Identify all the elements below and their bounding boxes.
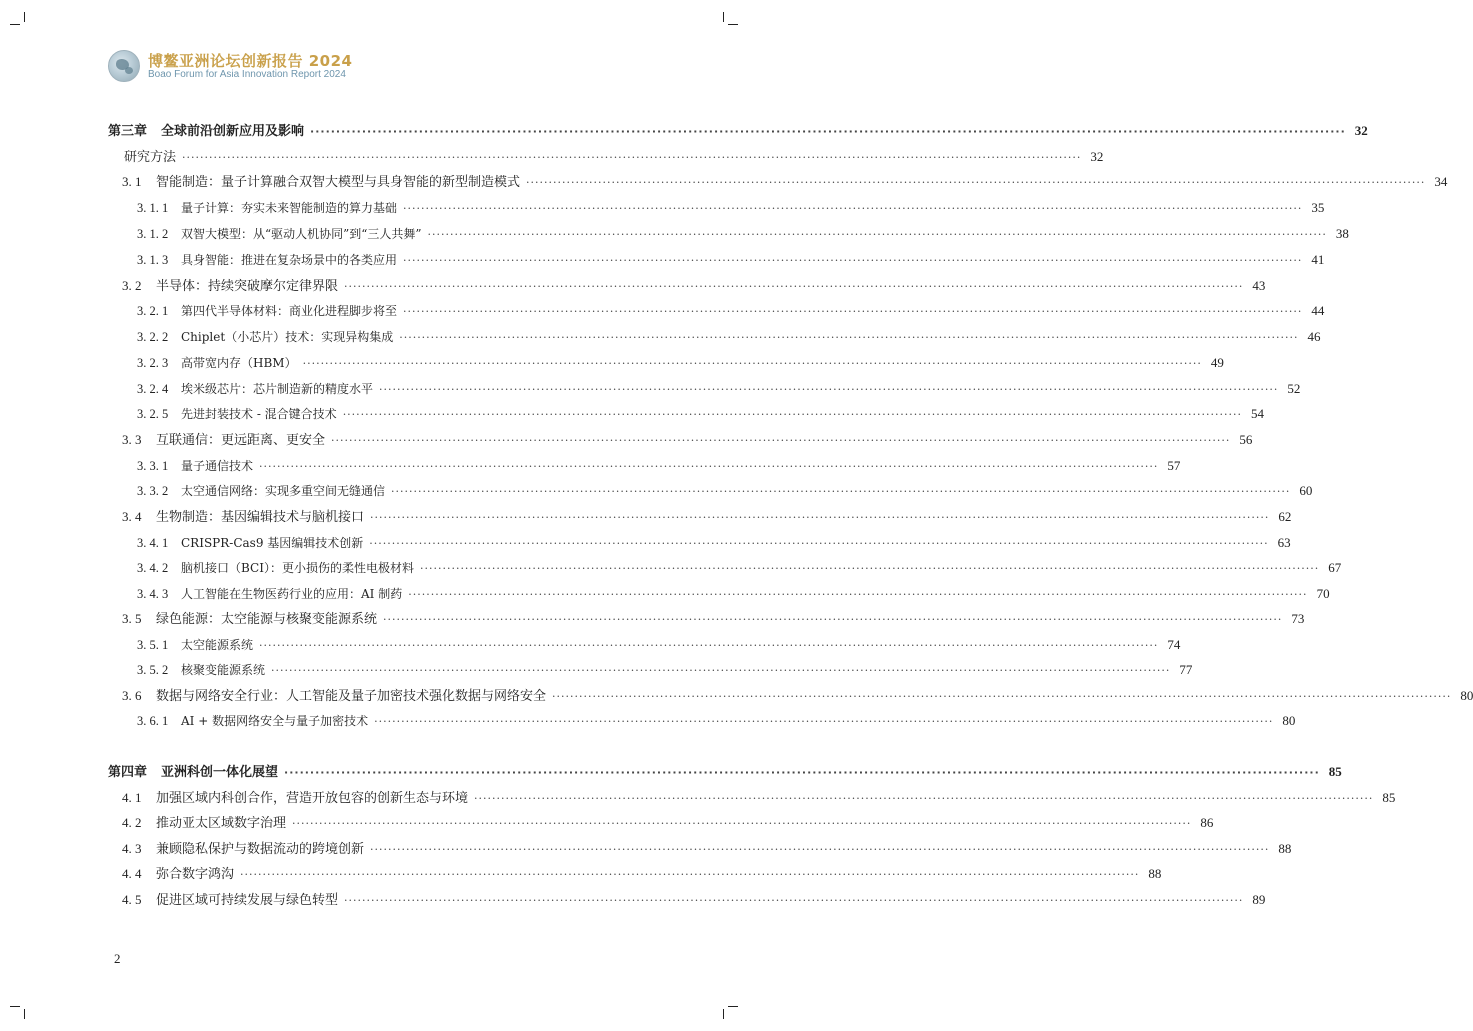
toc-leader-dots: ········································································································································································································ bbox=[369, 537, 1269, 550]
toc-entry-number: 3. 1. 2 bbox=[137, 227, 169, 241]
toc-entry[interactable] bbox=[137, 353, 1224, 373]
toc-entry-number: 3. 3. 2 bbox=[137, 484, 169, 498]
toc-entry-number: 3. 6 bbox=[122, 688, 142, 703]
toc-entry-title: 第四代半导体材料：商业化进程脚步将至 bbox=[181, 304, 398, 318]
toc-entry[interactable] bbox=[137, 224, 1349, 244]
toc-entry[interactable] bbox=[137, 533, 1291, 553]
toc-entry-number: 3. 5. 1 bbox=[137, 638, 169, 652]
toc-leader-dots: ········································································································································································································ bbox=[474, 792, 1374, 805]
toc-entry-page: 41 bbox=[1311, 252, 1325, 267]
toc-entry-page: 89 bbox=[1252, 892, 1266, 907]
crop-mark bbox=[723, 1009, 724, 1019]
toc-entry-number: 3. 4. 2 bbox=[137, 561, 169, 575]
toc-entry[interactable] bbox=[137, 584, 1330, 604]
toc-entry-page: 63 bbox=[1277, 535, 1291, 550]
toc-leader-dots: ········································································································································································································ bbox=[419, 562, 1320, 575]
toc-entry-title: 加强区域内科创合作，营造开放包容的创新生态与环境 bbox=[156, 791, 469, 806]
toc-entry-number: 3. 4. 1 bbox=[137, 536, 169, 550]
toc-entry-number: 3. 6. 1 bbox=[137, 714, 169, 728]
toc-entry-title: 半导体：持续突破摩尔定律界限 bbox=[156, 279, 339, 294]
toc-entry-title: 先进封装技术 - 混合键合技术 bbox=[181, 407, 337, 421]
toc-leader-dots: ········································································································································································································ bbox=[310, 125, 1346, 138]
toc-entry-title: 推动亚太区域数字治理 bbox=[156, 816, 287, 831]
toc-entry-page: 60 bbox=[1299, 483, 1313, 498]
toc-entry-page: 80 bbox=[1460, 688, 1473, 703]
toc-leader-dots: ········································································································································································································ bbox=[344, 280, 1244, 293]
toc-entry[interactable] bbox=[122, 172, 1448, 192]
toc-entry-page: 86 bbox=[1200, 815, 1214, 830]
toc-entry[interactable] bbox=[122, 813, 1214, 833]
toc-leader-dots: ········································································································································································································ bbox=[383, 613, 1283, 626]
toc-entry-number: 4. 2 bbox=[122, 815, 142, 830]
toc-entry[interactable] bbox=[122, 609, 1305, 629]
crop-mark bbox=[728, 24, 738, 25]
toc-entry[interactable] bbox=[124, 147, 1104, 167]
toc-entry-title: Chiplet（小芯片）技术：实现异构集成 bbox=[181, 330, 394, 344]
toc-entry-number: 3. 1 bbox=[122, 174, 142, 189]
toc-entry[interactable] bbox=[137, 250, 1325, 270]
toc-entry-page: 74 bbox=[1167, 637, 1181, 652]
toc-leader-dots: ········································································································································································································ bbox=[379, 383, 1279, 396]
toc-entry-title: 核聚变能源系统 bbox=[181, 663, 266, 677]
toc-entry[interactable] bbox=[137, 301, 1325, 321]
crop-mark bbox=[723, 12, 724, 22]
toc-entry-title: CRISPR-Cas9 基因编辑技术创新 bbox=[181, 536, 364, 550]
toc-entry-title: 弥合数字鸿沟 bbox=[156, 867, 235, 882]
toc-entry[interactable] bbox=[137, 660, 1193, 680]
toc-entry-title: 量子计算：夯实未来智能制造的算力基础 bbox=[181, 201, 398, 215]
toc-entry-title: 太空能源系统 bbox=[181, 638, 254, 652]
toc-entry[interactable] bbox=[137, 635, 1181, 655]
crop-mark bbox=[10, 24, 20, 25]
toc-entry-page: 62 bbox=[1278, 509, 1292, 524]
page-header bbox=[108, 48, 428, 84]
toc-entry-number: 3. 1. 1 bbox=[137, 201, 169, 215]
toc-entry-title: 双智大模型：从“驱动人机协同”到“三人共舞” bbox=[181, 227, 422, 241]
toc-leader-dots: ········································································································································································································ bbox=[399, 331, 1299, 344]
toc-entry-title: 埃米级芯片：芯片制造新的精度水平 bbox=[181, 382, 374, 396]
toc-entry-page: 88 bbox=[1278, 841, 1292, 856]
toc-entry-title: 兼顾隐私保护与数据流动的跨境创新 bbox=[156, 842, 365, 857]
toc-entry[interactable] bbox=[137, 327, 1321, 347]
toc-entry[interactable] bbox=[137, 198, 1325, 218]
toc-entry-number: 3. 3. 1 bbox=[137, 459, 169, 473]
toc-leader-dots: ········································································································································································································ bbox=[259, 639, 1159, 652]
toc-entry[interactable] bbox=[122, 507, 1292, 527]
toc-entry-title: 绿色能源：太空能源与核聚变能源系统 bbox=[156, 612, 378, 627]
toc-entry[interactable] bbox=[122, 686, 1473, 706]
toc-entry-number: 3. 4. 3 bbox=[137, 587, 169, 601]
toc-entry-page: 77 bbox=[1179, 662, 1193, 677]
toc-leader-dots: ········································································································································································································ bbox=[408, 588, 1308, 601]
toc-entry-title: 互联通信：更远距离、更安全 bbox=[156, 433, 326, 448]
toc-entry-page: 70 bbox=[1316, 586, 1330, 601]
toc-entry-number: 第四章 bbox=[108, 765, 148, 780]
toc-entry-number: 第三章 bbox=[108, 124, 148, 139]
toc-entry-number: 3. 5 bbox=[122, 611, 142, 626]
toc-entry-title: 人工智能在生物医药行业的应用：AI 制药 bbox=[181, 587, 403, 601]
toc-entry-page: 67 bbox=[1328, 560, 1342, 575]
crop-mark bbox=[24, 1009, 25, 1019]
toc-entry[interactable] bbox=[122, 864, 1162, 884]
toc-entry-title: 生物制造：基因编辑技术与脑机接口 bbox=[156, 510, 365, 525]
toc-entry-page: 35 bbox=[1311, 200, 1325, 215]
toc-leader-dots: ········································································································································································································ bbox=[374, 715, 1274, 728]
toc-leader-dots: ········································································································································································································ bbox=[302, 357, 1202, 370]
toc-entry-page: 88 bbox=[1148, 866, 1162, 881]
toc-leader-dots: ········································································································································································································ bbox=[526, 176, 1426, 189]
toc-entry-title: 全球前沿创新应用及影响 bbox=[161, 124, 305, 139]
toc-entry-title: 脑机接口（BCI）：更小损伤的柔性电极材料 bbox=[181, 561, 414, 575]
toc-entry-title: 研究方法 bbox=[124, 150, 177, 165]
toc-leader-dots: ········································································································································································································ bbox=[292, 817, 1192, 830]
toc-leader-dots: ········································································································································································································ bbox=[271, 664, 1171, 677]
toc-entry-number: 3. 2. 2 bbox=[137, 330, 169, 344]
toc-entry-page: 43 bbox=[1252, 278, 1266, 293]
toc-entry-number: 4. 5 bbox=[122, 892, 142, 907]
toc-entry-page: 52 bbox=[1287, 381, 1301, 396]
globe-logo-icon bbox=[108, 50, 140, 82]
toc-entry-title: 数据与网络安全行业：人工智能及量子加密技术强化数据与网络安全 bbox=[156, 689, 547, 704]
toc-entry-page: 85 bbox=[1328, 764, 1342, 779]
toc-entry[interactable] bbox=[137, 558, 1342, 578]
crop-mark bbox=[10, 1006, 20, 1007]
toc-leader-dots: ········································································································································································································ bbox=[342, 408, 1243, 421]
toc-leader-dots: ········································································································································································································ bbox=[403, 202, 1303, 215]
toc-entry[interactable] bbox=[108, 121, 1368, 141]
toc-leader-dots: ········································································································································································································ bbox=[370, 511, 1270, 524]
toc-entry-page: 56 bbox=[1239, 432, 1253, 447]
toc-leader-dots: ········································································································································································································ bbox=[344, 894, 1244, 907]
toc-entry-title: AI + 数据网络安全与量子加密技术 bbox=[181, 714, 369, 728]
toc-entry-title: 亚洲科创一体化展望 bbox=[161, 765, 279, 780]
toc-entry-page: 80 bbox=[1282, 713, 1296, 728]
toc-entry-number: 3. 2. 5 bbox=[137, 407, 169, 421]
toc-leader-dots: ········································································································································································································ bbox=[284, 766, 1320, 779]
toc-entry-page: 46 bbox=[1307, 329, 1321, 344]
toc-entry-page: 73 bbox=[1291, 611, 1305, 626]
toc-entry-title: 智能制造：量子计算融合双智大模型与具身智能的新型制造模式 bbox=[156, 175, 521, 190]
toc-entry-page: 49 bbox=[1210, 355, 1224, 370]
header-title-cn: 博鳌亚洲论坛创新报告 2024 bbox=[148, 52, 353, 70]
toc-leader-dots: ········································································································································································································ bbox=[427, 228, 1327, 241]
toc-entry-number: 3. 3 bbox=[122, 432, 142, 447]
toc-entry[interactable] bbox=[122, 890, 1266, 910]
toc-entry[interactable] bbox=[108, 762, 1342, 782]
toc-entry-number: 3. 1. 3 bbox=[137, 253, 169, 267]
toc-entry[interactable] bbox=[122, 276, 1266, 296]
toc-entry-number: 4. 1 bbox=[122, 790, 142, 805]
toc-leader-dots: ········································································································································································································ bbox=[331, 434, 1231, 447]
toc-entry-title: 促进区域可持续发展与绿色转型 bbox=[156, 893, 339, 908]
toc-leader-dots: ········································································································································································································ bbox=[403, 305, 1303, 318]
crop-mark bbox=[24, 12, 25, 22]
toc-entry[interactable] bbox=[122, 788, 1396, 808]
page-number: 2 bbox=[114, 951, 121, 966]
toc-entry-number: 4. 3 bbox=[122, 841, 142, 856]
toc-leader-dots: ········································································································································································································ bbox=[370, 843, 1270, 856]
toc-entry-page: 54 bbox=[1251, 406, 1265, 421]
toc-leader-dots: ········································································································································································································ bbox=[552, 690, 1452, 703]
toc-entry[interactable] bbox=[137, 456, 1181, 476]
toc-entry-page: 44 bbox=[1311, 303, 1325, 318]
toc-entry-number: 3. 2. 3 bbox=[137, 356, 169, 370]
header-title-en: Boao Forum for Asia Innovation Report 2024 bbox=[148, 69, 346, 80]
toc-entry-number: 3. 4 bbox=[122, 509, 142, 524]
toc-entry-page: 57 bbox=[1167, 458, 1181, 473]
toc-entry-title: 高带宽内存（HBM） bbox=[181, 356, 297, 370]
toc-entry-title: 量子通信技术 bbox=[181, 459, 254, 473]
toc-entry[interactable] bbox=[137, 711, 1296, 731]
toc-entry-page: 32 bbox=[1090, 149, 1104, 164]
toc-entry-number: 3. 2. 1 bbox=[137, 304, 169, 318]
toc-entry-number: 3. 5. 2 bbox=[137, 663, 169, 677]
toc-entry-page: 34 bbox=[1434, 174, 1448, 189]
toc-entry-page: 32 bbox=[1354, 123, 1368, 138]
toc-entry-number: 3. 2. 4 bbox=[137, 382, 169, 396]
toc-leader-dots: ········································································································································································································ bbox=[182, 151, 1082, 164]
toc-entry-title: 太空通信网络：实现多重空间无缝通信 bbox=[181, 484, 386, 498]
crop-mark bbox=[728, 1006, 738, 1007]
toc-entry[interactable] bbox=[122, 430, 1253, 450]
toc-leader-dots: ········································································································································································································ bbox=[240, 868, 1140, 881]
toc-entry[interactable] bbox=[137, 379, 1301, 399]
toc-entry-page: 85 bbox=[1382, 790, 1396, 805]
toc-leader-dots: ········································································································································································································ bbox=[259, 460, 1159, 473]
toc-entry-title: 具身智能：推进在复杂场景中的各类应用 bbox=[181, 253, 398, 267]
toc-entry-number: 4. 4 bbox=[122, 866, 142, 881]
toc-entry[interactable] bbox=[137, 404, 1265, 424]
toc-entry[interactable] bbox=[137, 481, 1313, 501]
toc-entry-page: 38 bbox=[1335, 226, 1349, 241]
toc-entry[interactable] bbox=[122, 839, 1292, 859]
toc-leader-dots: ········································································································································································································ bbox=[403, 254, 1303, 267]
toc-entry-number: 3. 2 bbox=[122, 278, 142, 293]
toc-leader-dots: ········································································································································································································ bbox=[391, 485, 1291, 498]
